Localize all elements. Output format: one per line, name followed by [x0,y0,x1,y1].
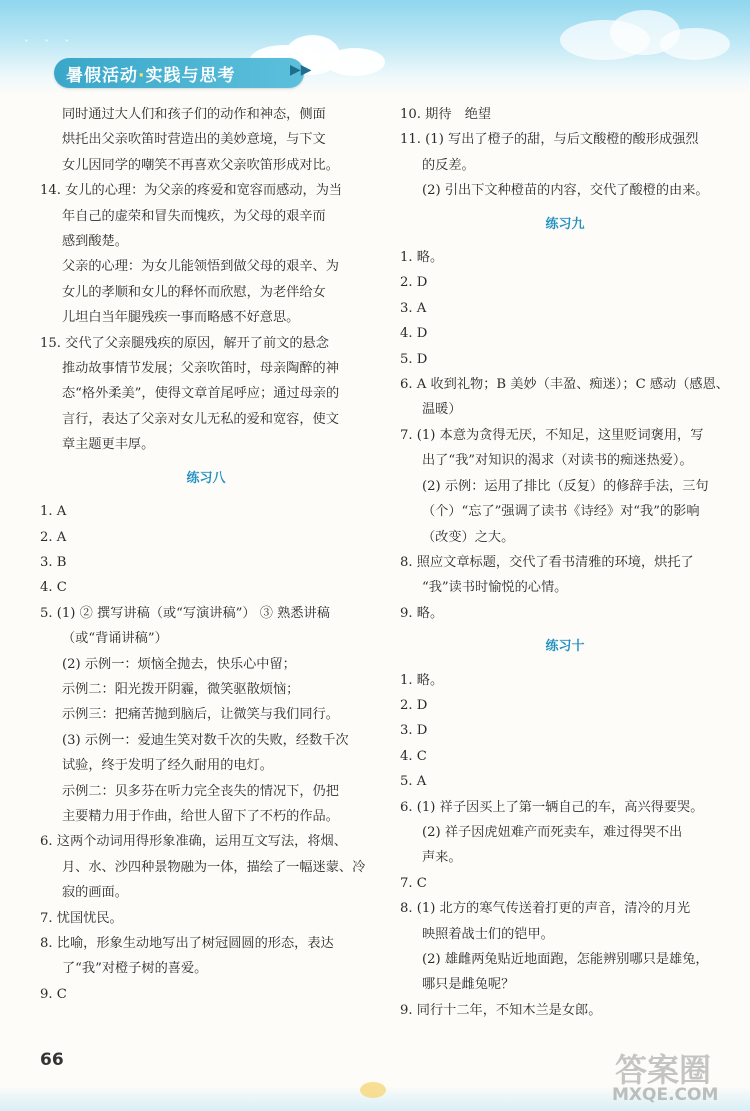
answer-line: 1. 略。 [400,672,444,688]
watermark-logo: 答案圈 [615,1051,712,1089]
answer-line: 感到酸楚。 [62,234,128,250]
answer-line: 示例三：把痛苦抛到脑后，让微笑与我们同行。 [62,707,339,723]
answer-line: 温暖） [422,402,462,418]
answer-line: 4. C [40,580,67,596]
answer-line: 儿坦白当年腿残疾一事而略感不好意思。 [62,310,300,326]
answer-line: 7. (1) 本意为贪得无厌，不知足，这里贬词褒用，写 [400,427,704,443]
answer-line: 14. 女儿的心理：为父亲的疼爱和宽容而感动，为当 [40,183,343,199]
header-title-part2: 实践与思考 [145,66,236,86]
answer-line: 3. B [40,554,67,570]
answer-line: 2. D [400,275,428,291]
watermark-url: MXQE.COM [612,1085,719,1105]
answer-line: 月、水、沙四种景物融为一体，描绘了一幅迷蒙、冷 [62,859,366,875]
answer-line: 同时通过大人们和孩子们的动作和神态，侧面 [62,107,326,122]
double-arrow-icon: ▶▶ [290,62,312,78]
answer-line: 寂的画面。 [62,885,128,901]
answer-line: 示例二：贝多芬在听力完全丧失的情况下，仍把 [62,783,339,799]
answer-line: 6. A 收到礼物；B 美妙（丰盈、痴迷）；C 感动（感恩、 [400,377,729,393]
answer-line: 10. 期待 绝望 [400,107,492,122]
answer-line: 出了“我”对知识的渴求（对读书的痴迷热爱）。 [422,453,693,469]
answer-line: “我”读书时愉悦的心情。 [422,580,568,596]
answer-line: 主要精力用于作曲，给世人留下了不朽的作品。 [62,808,339,824]
footer-sun-icon [360,1082,386,1098]
header-title-part1: 暑假活动 [66,66,138,86]
answer-line: 3. A [400,300,427,316]
answer-line: 7. 忧国忧民。 [40,910,123,926]
answer-line: 4. D [400,326,428,342]
answer-line: （个）“忘了”强调了读书《诗经》对“我”的影响 [422,504,700,520]
answer-line: 父亲的心理：为女儿能领悟到做父母的艰辛、为 [62,259,339,275]
answer-line: 态“格外柔美”，使得文章首尾呼应；通过母亲的 [62,386,340,402]
answer-line: 女儿的孝顺和女儿的释怀而欣慰，为老伴给女 [62,284,326,300]
answer-line: 2. A [40,529,67,545]
answer-line: 言行，表达了父亲对女儿无私的爱和宽容，使文 [62,411,339,427]
answer-line: 5. (1) ② 撰写讲稿（或“写演讲稿”） ③ 熟悉讲稿 [40,605,330,621]
cloud-decoration [325,48,385,76]
answer-line: 年自己的虚荣和冒失而愧疚，为父母的艰辛而 [62,208,326,224]
answer-line: 1. A [40,504,67,520]
page-header-title [66,61,235,86]
answer-line: 4. C [400,748,427,764]
answer-line: 6. (1) 祥子因买上了第一辆自己的车，高兴得要哭。 [400,799,704,815]
answer-line: 8. (1) 北方的寒气传送着打更的声音，清冷的月光 [400,901,691,917]
answer-line: 3. D [400,723,428,739]
answer-line: 烘托出父亲吹笛时营造出的美妙意境，与下文 [62,132,326,148]
answer-line: (2) 祥子因虎妞难产而死卖车，难过得哭不出 [422,824,683,840]
answer-line: （或“背诵讲稿”） [62,631,168,647]
left-answer-column [40,102,372,1007]
answer-line: 的反差。 [422,157,475,173]
answer-line: 11. (1) 写出了橙子的甜，与后文酸橙的酸形成强烈 [400,132,699,148]
answer-line: 哪只是雌兔呢？ [422,977,515,993]
answer-line: 8. 照应文章标题，交代了看书清雅的环境，烘托了 [400,554,694,570]
answer-line: 示例二：阳光拨开阴霾，微笑驱散烦恼； [62,681,300,697]
answer-line: 15. 交代了父亲腿残疾的原因，解开了前文的悬念 [40,335,329,351]
answer-line: 9. 略。 [400,605,444,621]
answer-line: 6. 这两个动词用得形象准确，运用互文写法，将烟、 [40,834,347,850]
section-heading: 练习九 [545,216,585,232]
page-number: 66 [40,1050,64,1070]
answer-line: 2. D [400,697,428,713]
answer-line: 映照着战士们的铠甲。 [422,926,554,942]
answer-line: 了“我”对橙子树的喜爱。 [62,961,208,977]
answer-line: 7. C [400,875,427,891]
answer-line: (2) 示例一：烦恼全抛去，快乐心中留； [62,656,296,672]
answer-line: 声来。 [422,850,462,866]
answer-line: 推动故事情节发展；父亲吹笛时，母亲陶醉的神 [62,361,339,377]
answer-line: 5. D [400,351,428,367]
answer-line: 5. A [400,774,427,790]
header-title-separator: · [138,66,146,86]
answer-line: 9. 同行十二年，不知木兰是女郎。 [400,1002,602,1018]
section-heading: 练习十 [545,639,585,655]
right-answer-column [400,102,730,1023]
cloud-decoration [660,28,730,60]
birds-icon: ˇ ˇ ˇ [24,40,76,51]
answer-line: （改变）之大。 [422,529,515,545]
answer-line: (3) 示例一：爱迪生笑对数千次的失败，经数千次 [62,732,349,748]
section-heading: 练习八 [186,470,226,486]
answer-line: 女儿因同学的嘲笑不再喜欢父亲吹笛形成对比。 [62,157,339,173]
answer-line: 8. 比喻，形象生动地写出了树冠圆圆的形态，表达 [40,936,334,951]
answer-line: (2) 引出下文种橙苗的内容，交代了酸橙的由来。 [422,183,709,199]
answer-line: 试验，终于发明了经久耐用的电灯。 [62,758,273,774]
answer-line: (2) 雄雌两兔贴近地面跑，怎能辨别哪只是雄兔， [422,952,709,967]
answer-line: 章主题更丰厚。 [62,437,155,453]
answer-line: 1. 略。 [400,250,444,266]
answer-line: (2) 示例：运用了排比（反复）的修辞手法，三句 [422,478,709,494]
answer-line: 9. C [40,986,67,1002]
